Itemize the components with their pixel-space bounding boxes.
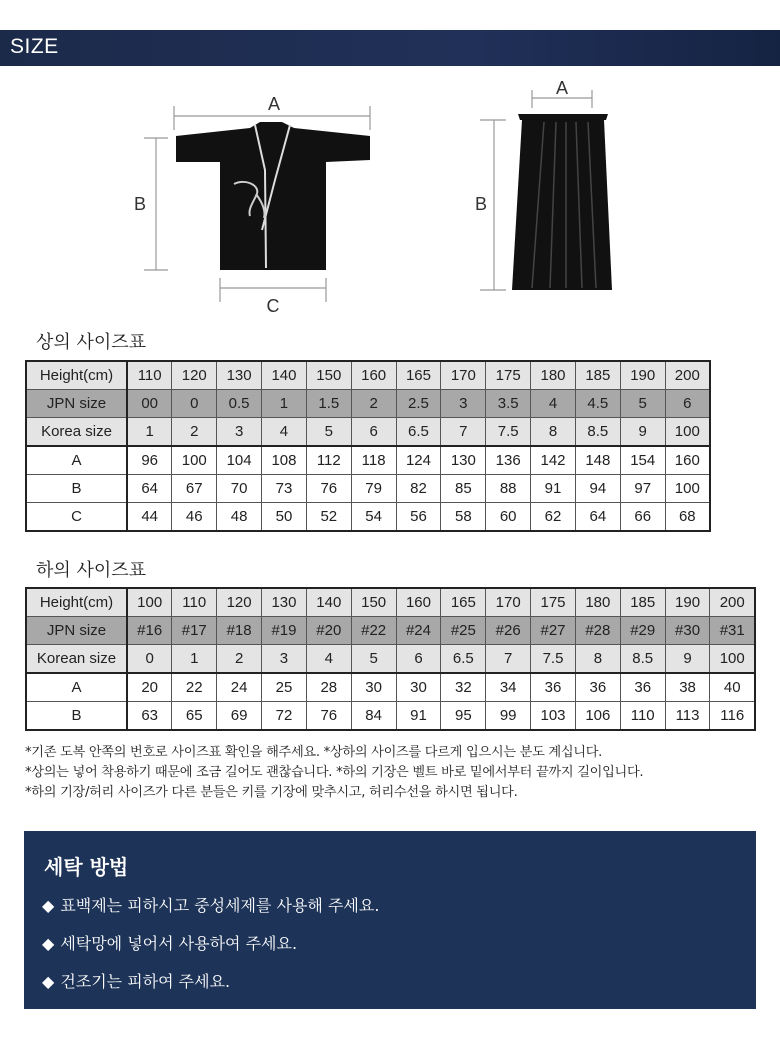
table-cell: 3: [441, 390, 486, 418]
table-cell: #29: [620, 617, 665, 645]
table-cell: 38: [665, 673, 710, 702]
row-label: B: [26, 702, 127, 731]
table-cell: 2: [217, 645, 262, 674]
table-cell: 108: [262, 446, 307, 475]
row-label: Korea size: [26, 418, 127, 447]
table-cell: 110: [127, 361, 172, 390]
table-cell: 96: [127, 446, 172, 475]
table-cell: 154: [620, 446, 665, 475]
top-size-table: [25, 360, 711, 532]
table-cell: 175: [531, 588, 576, 617]
size-title: SIZE: [10, 35, 59, 58]
row-label: Korean size: [26, 645, 127, 674]
table-cell: 56: [396, 503, 441, 532]
note-line: *상의는 넣어 착용하기 때문에 조금 길어도 괜찮습니다. *하의 기장은 벨트 바로 밑에서부터 끝까지 길이입니다.: [25, 765, 644, 780]
table-cell: 150: [351, 588, 396, 617]
table-cell: 76: [306, 475, 351, 503]
jacket-label-a: A: [267, 94, 281, 114]
table-cell: 8.5: [575, 418, 620, 447]
table-cell: 4: [262, 418, 307, 447]
table-cell: 69: [217, 702, 262, 731]
row-label: JPN size: [26, 390, 127, 418]
washing-instructions: [24, 831, 756, 1009]
table-cell: #31: [710, 617, 755, 645]
table-cell: 64: [127, 475, 172, 503]
table-cell: 6: [665, 390, 710, 418]
table-cell: 9: [620, 418, 665, 447]
row-label: A: [26, 673, 127, 702]
table-cell: 120: [172, 361, 217, 390]
table-cell: 113: [665, 702, 710, 731]
table-cell: 8: [575, 645, 620, 674]
table-cell: 30: [396, 673, 441, 702]
table-cell: 46: [172, 503, 217, 532]
table-cell: 9: [665, 645, 710, 674]
table-cell: 73: [262, 475, 307, 503]
table-cell: #24: [396, 617, 441, 645]
table-cell: 1: [262, 390, 307, 418]
table-cell: 100: [172, 446, 217, 475]
table-cell: 2.5: [396, 390, 441, 418]
table-cell: #18: [217, 617, 262, 645]
table-cell: 0: [127, 645, 172, 674]
table-cell: 76: [306, 702, 351, 731]
table-cell: 142: [531, 446, 576, 475]
table-cell: 190: [665, 588, 710, 617]
row-label: B: [26, 475, 127, 503]
table-cell: 100: [127, 588, 172, 617]
table-cell: 180: [531, 361, 576, 390]
table-row: [26, 617, 755, 645]
table-row: [26, 588, 755, 617]
table-cell: 124: [396, 446, 441, 475]
washing-item-text: 표백제는 피하시고 중성세제를 사용해 주세요.: [60, 896, 380, 915]
table-cell: 7: [441, 418, 486, 447]
jacket-label-c: C: [266, 296, 280, 316]
note-line: *하의 기장/허리 사이즈가 다른 분들은 키를 기장에 맞추시고, 허리수선을 하시면 됩니다.: [25, 785, 518, 800]
table-cell: 150: [306, 361, 351, 390]
row-label: JPN size: [26, 617, 127, 645]
table-cell: 58: [441, 503, 486, 532]
table-row: [26, 361, 710, 390]
size-header: [0, 30, 780, 66]
hakama-illustration: [475, 78, 612, 290]
row-label: Height(cm): [26, 361, 127, 390]
table-cell: 30: [351, 673, 396, 702]
table-cell: 5: [620, 390, 665, 418]
table-cell: 91: [531, 475, 576, 503]
table-cell: 2: [351, 390, 396, 418]
table-cell: 5: [351, 645, 396, 674]
bottom-table-title: 하의 사이즈표: [36, 560, 147, 581]
table-cell: #22: [351, 617, 396, 645]
table-cell: 52: [306, 503, 351, 532]
table-cell: 91: [396, 702, 441, 731]
table-cell: #17: [172, 617, 217, 645]
table-cell: 4: [531, 390, 576, 418]
table-cell: 1: [172, 645, 217, 674]
table-cell: 67: [172, 475, 217, 503]
table-cell: 103: [531, 702, 576, 731]
table-cell: 130: [441, 446, 486, 475]
table-cell: 34: [486, 673, 531, 702]
table-cell: 88: [486, 475, 531, 503]
table-cell: 160: [351, 361, 396, 390]
table-cell: 7.5: [531, 645, 576, 674]
bottom-size-table: [25, 587, 756, 731]
washing-item: [42, 969, 230, 992]
table-cell: 85: [441, 475, 486, 503]
table-row: [26, 390, 710, 418]
table-cell: 3: [217, 418, 262, 447]
table-cell: #25: [441, 617, 486, 645]
hakama-label-a: A: [555, 78, 569, 98]
table-cell: 140: [306, 588, 351, 617]
table-cell: 165: [396, 361, 441, 390]
diamond-bullet-icon: ◆: [42, 934, 55, 953]
table-cell: 94: [575, 475, 620, 503]
table-cell: 104: [217, 446, 262, 475]
table-cell: 0: [172, 390, 217, 418]
table-cell: 50: [262, 503, 307, 532]
table-cell: 170: [441, 361, 486, 390]
table-cell: 4: [306, 645, 351, 674]
table-cell: 44: [127, 503, 172, 532]
table-cell: 48: [217, 503, 262, 532]
table-cell: 79: [351, 475, 396, 503]
table-cell: 40: [710, 673, 755, 702]
table-row: [26, 645, 755, 674]
table-cell: 148: [575, 446, 620, 475]
table-cell: 68: [665, 503, 710, 532]
table-cell: 0.5: [217, 390, 262, 418]
table-cell: 70: [217, 475, 262, 503]
table-cell: 7.5: [486, 418, 531, 447]
table-cell: 25: [262, 673, 307, 702]
table-cell: #30: [665, 617, 710, 645]
table-cell: 63: [127, 702, 172, 731]
table-cell: 22: [172, 673, 217, 702]
table-cell: 6: [351, 418, 396, 447]
table-cell: 185: [620, 588, 665, 617]
table-cell: 8.5: [620, 645, 665, 674]
table-cell: 65: [172, 702, 217, 731]
table-cell: 120: [217, 588, 262, 617]
hakama-label-b: B: [474, 194, 488, 214]
table-cell: #27: [531, 617, 576, 645]
table-cell: 82: [396, 475, 441, 503]
table-cell: 160: [396, 588, 441, 617]
size-diagram: [0, 70, 780, 330]
table-cell: 116: [710, 702, 755, 731]
table-cell: 72: [262, 702, 307, 731]
table-row: [26, 673, 755, 702]
table-cell: 7: [486, 645, 531, 674]
table-cell: 97: [620, 475, 665, 503]
table-cell: 130: [262, 588, 307, 617]
table-cell: 36: [620, 673, 665, 702]
table-cell: 24: [217, 673, 262, 702]
table-cell: 6: [396, 645, 441, 674]
table-row: [26, 446, 710, 475]
row-label: C: [26, 503, 127, 532]
diamond-bullet-icon: ◆: [42, 896, 55, 915]
table-cell: 4.5: [575, 390, 620, 418]
table-cell: 3.5: [486, 390, 531, 418]
table-cell: 36: [531, 673, 576, 702]
table-cell: 160: [665, 446, 710, 475]
table-cell: 54: [351, 503, 396, 532]
table-cell: 1: [127, 418, 172, 447]
table-cell: 140: [262, 361, 307, 390]
washing-item-text: 세탁망에 넣어서 사용하여 주세요.: [60, 934, 298, 953]
washing-title: 세탁 방법: [44, 855, 129, 879]
table-cell: 84: [351, 702, 396, 731]
table-cell: 180: [575, 588, 620, 617]
table-cell: 32: [441, 673, 486, 702]
washing-item: [42, 931, 297, 954]
table-cell: 5: [306, 418, 351, 447]
table-cell: 64: [575, 503, 620, 532]
table-cell: #16: [127, 617, 172, 645]
row-label: Height(cm): [26, 588, 127, 617]
table-cell: #20: [306, 617, 351, 645]
table-cell: 62: [531, 503, 576, 532]
table-cell: 00: [127, 390, 172, 418]
top-table-title: 상의 사이즈표: [36, 332, 147, 353]
table-cell: #19: [262, 617, 307, 645]
table-cell: 200: [665, 361, 710, 390]
table-cell: 106: [575, 702, 620, 731]
table-cell: 99: [486, 702, 531, 731]
table-cell: 2: [172, 418, 217, 447]
table-cell: 28: [306, 673, 351, 702]
table-cell: 36: [575, 673, 620, 702]
table-cell: 8: [531, 418, 576, 447]
table-cell: 200: [710, 588, 755, 617]
table-cell: 130: [217, 361, 262, 390]
jacket-label-b: B: [133, 194, 147, 214]
jacket-illustration: [134, 94, 370, 316]
table-cell: #26: [486, 617, 531, 645]
note-line: *기존 도복 안쪽의 번호로 사이즈표 확인을 해주세요. *상하의 사이즈를 다르게 입으시는 분도 계십니다.: [25, 745, 603, 760]
table-cell: 110: [620, 702, 665, 731]
row-label: A: [26, 446, 127, 475]
table-cell: 185: [575, 361, 620, 390]
table-cell: 6.5: [441, 645, 486, 674]
size-notes: [25, 743, 643, 803]
table-cell: 175: [486, 361, 531, 390]
diamond-bullet-icon: ◆: [42, 972, 55, 991]
table-cell: 100: [665, 418, 710, 447]
table-row: [26, 702, 755, 731]
table-cell: 136: [486, 446, 531, 475]
table-cell: 20: [127, 673, 172, 702]
washing-item-text: 건조기는 피하여 주세요.: [60, 972, 231, 991]
table-cell: 95: [441, 702, 486, 731]
table-cell: #28: [575, 617, 620, 645]
table-cell: 190: [620, 361, 665, 390]
table-row: [26, 503, 710, 532]
table-cell: 6.5: [396, 418, 441, 447]
table-cell: 112: [306, 446, 351, 475]
table-cell: 100: [665, 475, 710, 503]
washing-item: [42, 893, 379, 916]
table-cell: 165: [441, 588, 486, 617]
table-row: [26, 475, 710, 503]
table-cell: 100: [710, 645, 755, 674]
table-row: [26, 418, 710, 447]
table-cell: 1.5: [306, 390, 351, 418]
table-cell: 118: [351, 446, 396, 475]
table-cell: 3: [262, 645, 307, 674]
table-cell: 66: [620, 503, 665, 532]
table-cell: 170: [486, 588, 531, 617]
table-cell: 110: [172, 588, 217, 617]
table-cell: 60: [486, 503, 531, 532]
